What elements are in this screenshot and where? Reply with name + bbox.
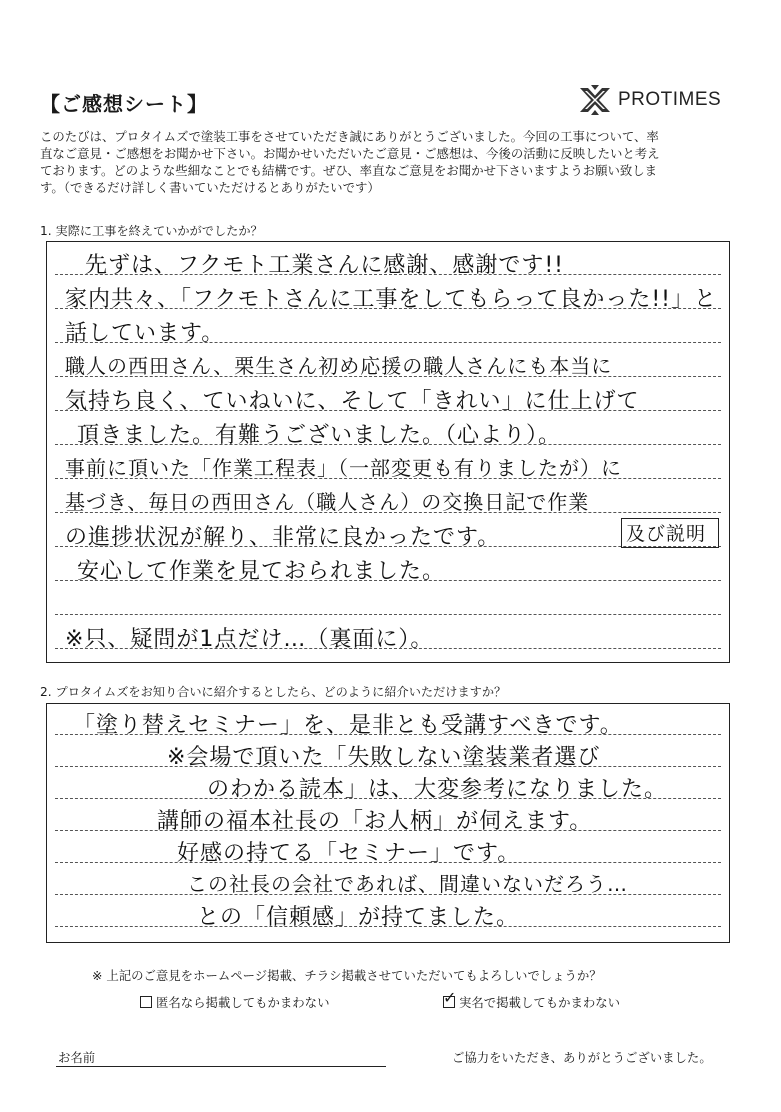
q1-answer-line: 先ずは、フクモト工業さんに感謝、感謝です!! [85, 253, 564, 278]
q1-answer-line: 頂きました。有難うございました。（心より）。 [77, 423, 562, 448]
option-anonymous[interactable] [140, 993, 329, 1011]
q2-answer-line: 「塗り替えセミナー」を、是非とも受講すべきです。 [73, 713, 623, 738]
question-2-label: 2. プロタイムズをお知り合いに紹介するとしたら、どのように紹介いただけますか？ [40, 685, 507, 699]
option-realname-label: 実名で掲載してもかまわない [459, 995, 621, 1010]
checkbox-realname[interactable] [443, 988, 457, 1008]
question-2-answer-box [46, 703, 730, 943]
q2-answer-line: この社長の会社であれば、間違いないだろう… [187, 872, 628, 896]
option-realname[interactable] [443, 988, 621, 1011]
name-field-line [56, 1066, 386, 1067]
q2-answer-line: 好感の持てる「セミナー」です。 [177, 841, 521, 866]
sheet-title: 【ご感想シート】 [40, 92, 208, 116]
intro-line: ております。どのような些細なことでも結構です。ぜひ、率直なご意見をお聞かせ下さいますようお願い致しま [40, 163, 658, 178]
protimes-logo-icon [578, 85, 612, 115]
intro-line: このたびは、プロタイムズで塗装工事をさせていただき誠にありがとうございました。今回の工事について、率 [40, 129, 659, 144]
publication-consent-question: ※ 上記のご意見をホームページ掲載、チラシ掲載させていただいてもよろしいでしょうか？ [92, 968, 602, 983]
intro-line: す。（できるだけ詳しく書いていただけるとありがたいです） [40, 180, 380, 195]
name-label: お名前 [58, 1050, 96, 1065]
intro-line: 直なご意見・ご感想をお聞かせ下さい。お聞かせいただいたご意見・ご感想は、今後の活動に反映したいと考え [40, 146, 660, 161]
q1-answer-line: 事前に頂いた「作業工程表」（一部変更も有りましたが）に [65, 456, 622, 480]
question-1-label: 1. 実際に工事を終えていかがでしたか？ [40, 224, 263, 238]
q1-answer-line: 気持ち良く、ていねいに、そして「きれい」に仕上げて [65, 389, 640, 414]
q1-answer-line: の進捗状況が解り、非常に良かったです。 [65, 525, 501, 550]
q1-answer-line: ※只、疑問が1点だけ…（裏面に）。 [65, 627, 434, 652]
thanks-message: ご協力をいただき、ありがとうございました。 [452, 1050, 712, 1065]
option-anonymous-label: 匿名なら掲載してもかまわない [156, 995, 330, 1010]
q1-answer-line: 家内共々、「フクモトさんに工事をしてもらって良かった!!」と [65, 287, 717, 312]
q2-answer-line: との「信頼感」が持てました。 [197, 905, 520, 930]
question-1-answer-box [46, 241, 730, 663]
q1-answer-line: 話しています。 [65, 321, 225, 346]
checkbox-anonymous[interactable] [140, 996, 152, 1008]
q2-answer-line: のわかる読本」は、大変参考になりました。 [207, 777, 668, 802]
q1-inserted-note-box [621, 518, 719, 548]
check-mark-icon: ✓ [443, 988, 457, 1007]
protimes-logo [578, 85, 721, 115]
q1-answer-line: 基づき、毎日の西田さん（職人さん）の交換日記で作業 [65, 490, 590, 514]
q1-answer-line: 安心して作業を見ておられました。 [77, 559, 446, 584]
q1-inserted-note: 及び説明 [626, 523, 707, 545]
protimes-logo-text: PROTIMES [618, 89, 722, 110]
q2-answer-line: 講師の福本社長の「お人柄」が伺えます。 [157, 809, 593, 834]
q2-answer-line: ※会場で頂いた「失敗しない塗装業者選び [167, 745, 601, 770]
q1-answer-line: 職人の西田さん、栗生さん初め応援の職人さんにも本当に [65, 354, 613, 378]
intro-text [40, 128, 740, 196]
